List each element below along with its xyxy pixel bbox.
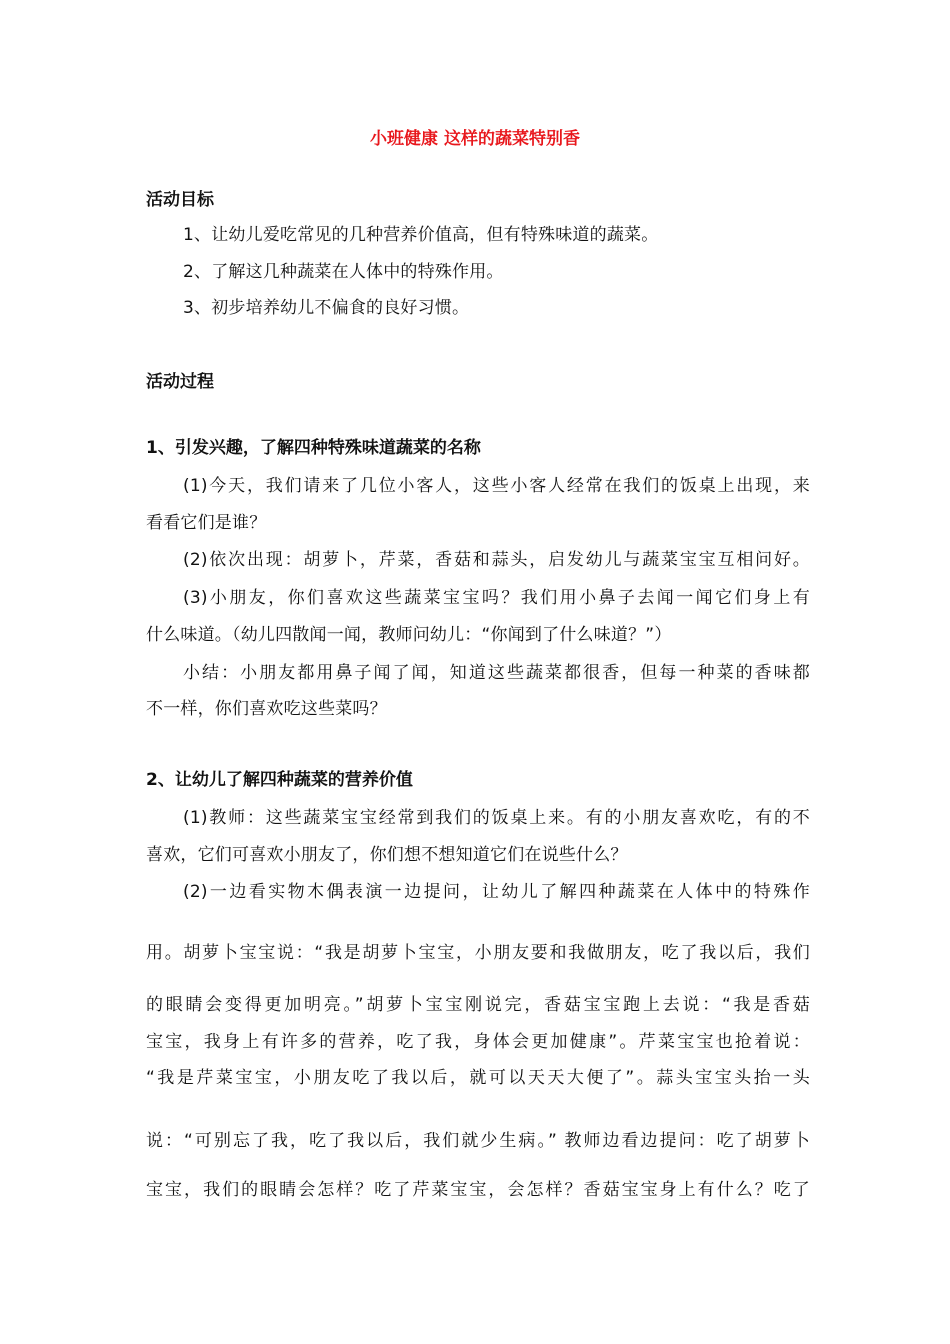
part1-heading: 1、引发兴趣，了解四种特殊味道蔬菜的名称: [146, 438, 481, 458]
goal-item: 2、了解这几种蔬菜在人体中的特殊作用。: [183, 262, 504, 282]
paragraph-line: 小结：小朋友都用鼻子闻了闻，知道这些蔬菜都很香，但每一种菜的香味都: [183, 663, 810, 683]
goals-heading: 活动目标: [146, 190, 214, 210]
document-title: 小班健康 这样的蔬菜特别香: [370, 129, 580, 149]
paragraph-line: (1)今天，我们请来了几位小客人，这些小客人经常在我们的饭桌上出现，来: [183, 476, 810, 496]
paragraph-line: (1)教师：这些蔬菜宝宝经常到我们的饭桌上来。有的小朋友喜欢吃，有的不: [183, 808, 810, 828]
goal-item: 3、初步培养幼儿不偏食的良好习惯。: [183, 298, 470, 318]
paragraph-line: (2)一边看实物木偶表演一边提问，让幼儿了解四种蔬菜在人体中的特殊作: [183, 882, 810, 902]
paragraph-line: 宝宝，我身上有许多的营养，吃了我，身体会更加健康”。芹菜宝宝也抢着说：: [146, 1032, 810, 1052]
paragraph-line: 用。胡萝卜宝宝说：“我是胡萝卜宝宝，小朋友要和我做朋友，吃了我以后，我们: [146, 943, 810, 963]
process-heading: 活动过程: [146, 372, 214, 392]
paragraph-line: (2)依次出现：胡萝卜，芹菜，香菇和蒜头，启发幼儿与蔬菜宝宝互相问好。: [183, 550, 810, 570]
paragraph-line: 宝宝，我们的眼睛会怎样？吃了芹菜宝宝，会怎样？香菇宝宝身上有什么？吃了: [146, 1180, 810, 1200]
paragraph-line: “我是芹菜宝宝，小朋友吃了我以后，就可以天天大便了”。蒜头宝宝头抬一头: [146, 1068, 810, 1088]
goal-item: 1、让幼儿爱吃常见的几种营养价值高，但有特殊味道的蔬菜。: [183, 225, 659, 245]
paragraph-line: 说：“可别忘了我，吃了我以后，我们就少生病。” 教师边看边提问：吃了胡萝卜: [146, 1131, 810, 1151]
paragraph-line: 什么味道。（幼儿四散闻一闻，教师问幼儿：“你闻到了什么味道？”）: [146, 625, 672, 645]
part2-heading: 2、让幼儿了解四种蔬菜的营养价值: [146, 770, 413, 790]
paragraph-line: (3)小朋友，你们喜欢这些蔬菜宝宝吗？我们用小鼻子去闻一闻它们身上有: [183, 588, 810, 608]
paragraph-line: 看看它们是谁？: [146, 513, 267, 533]
paragraph-line: 喜欢，它们可喜欢小朋友了，你们想不想知道它们在说些什么？: [146, 845, 628, 865]
paragraph-line: 不一样，你们喜欢吃这些菜吗？: [146, 699, 387, 719]
paragraph-line: 的眼睛会变得更加明亮。”胡萝卜宝宝刚说完，香菇宝宝跑上去说：“我是香菇: [146, 995, 810, 1015]
